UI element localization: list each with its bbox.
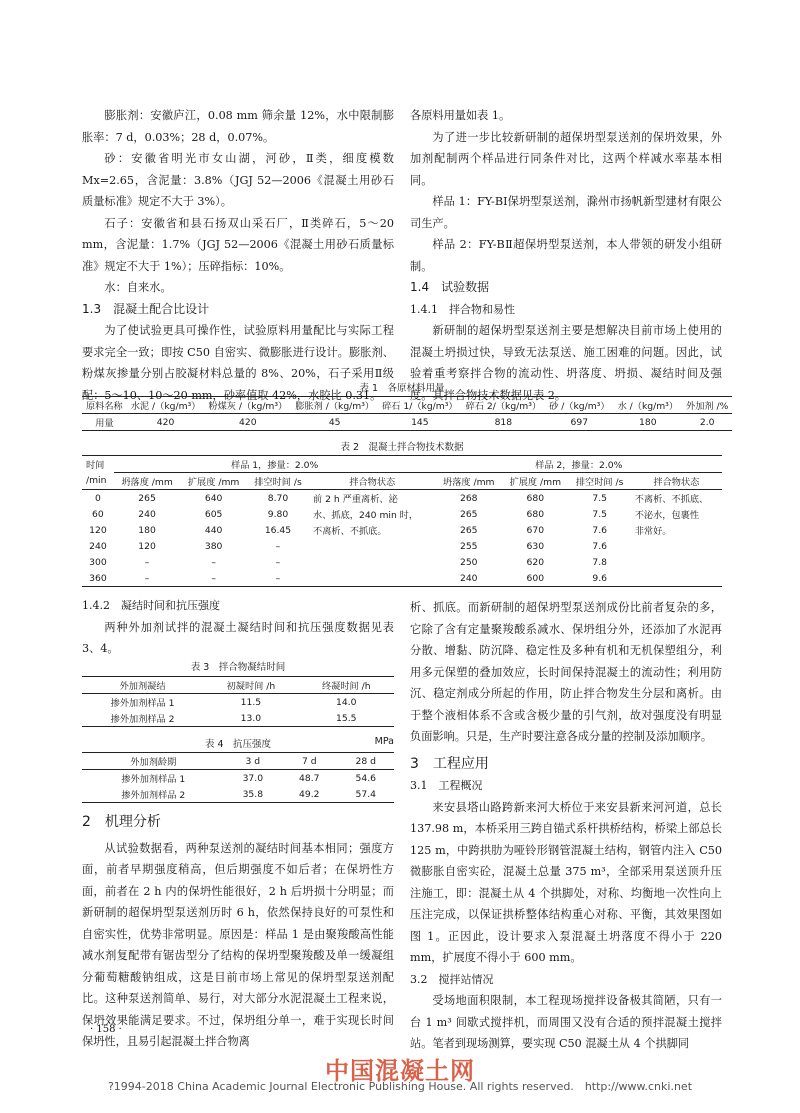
table3: [82, 676, 394, 727]
table2-cell: –: [211, 556, 216, 568]
table1-header-cell: 水 /（kg/m³）: [617, 401, 679, 412]
section-2-para: 从试验数据看，两种泵送剂的凝结时间基本相同；强度方面，前者早期强度稍高，但后期强度不如后者；在保坍性方面，前者在 2 h 内的保坍性能很好，2 h 后坍损十分明显；而新研制的超保坍型泵送剂历时 6 h，依然保持良好的可泵性和自密实性，优势非常明显。原因是：样品 1 是由聚羧酸高性能减水剂复配带有锯齿型分了结构的保坍型聚羧酸及单一缓凝组分葡萄糖酸钠组成，这是目前市场上常见的保坍型泵送剂配比。这种泵送剂简单、易行，对大部分水泥混凝土工程来说，保坍效果能满足要求。不过，保坍组分单一，难于实现长时间保坍性，且易引起混凝土拌合物离: [82, 841, 394, 1048]
table4-cell: 54.6: [355, 772, 376, 784]
section-3-title: 3 工程应用: [410, 755, 489, 772]
table2-cell: 680: [526, 508, 545, 520]
table2-cell: –: [275, 540, 281, 552]
table2-cell: 268: [459, 492, 478, 504]
table2-sample2-header: 样品 2，掺量：2.0%: [435, 456, 722, 473]
table2-caption: 表 2 混凝土拌合物技术数据: [340, 442, 464, 453]
table4-cell: 掺外加剂样品 2: [121, 790, 186, 801]
para-compare: 为了进一步比较新研制的超保坍型泵送剂的保坍效果，外加剂配制两个样品进行同条件对比，这两个样减水率基本相同。: [410, 130, 722, 187]
table3-header-cell: 终凝时间 /h: [321, 681, 371, 692]
table4-cell: 35.8: [242, 788, 264, 800]
para-stone: 石子：安徽省和县石扬双山采石厂，Ⅱ类碎石，5～20 mm，含泥量：1.7%（JGJ 52—2006《混凝土用砂石质量标准》规定不大于 1%）；压碎指标：10%。: [82, 216, 394, 273]
table2-sample1-header: 样品 1，掺量：2.0%: [114, 456, 436, 473]
table3-cell: 15.5: [336, 712, 357, 724]
table2-cell: –: [275, 572, 281, 584]
table2-min-header: /min: [86, 475, 107, 487]
table2-cell: 680: [526, 492, 545, 504]
table2: [82, 455, 722, 587]
table2-cell: 640: [204, 492, 223, 504]
table2-cell: 670: [526, 524, 545, 536]
table3-cell: 14.0: [336, 696, 357, 708]
section-3-1-para: 来安县塔山路跨新来河大桥位于来安县新来河河道，总长 137.98 m，本桥采用三跨自锚式系杆拱桥结构，桥梁上部总长 125 m，中跨拱肋为哑铃形钢管混凝土结构，钢管内注入 C50 微膨胀自密实砼，混凝土总量 375 m³，全部采用泵送顶升压注施工，即：混凝土从 4 个拱脚处，对称、均衡地一次性向上压注完成，以保证拱桥整体结构重心对称、平衡，其效果图如图 1。正因此，设计要求入泵混凝土坍落度不得小于 220 mm，扩展度不得小于 600 mm。: [410, 800, 722, 964]
table2-state2-line: 不泌水，包裹性: [634, 510, 700, 521]
table4-cell: 37.0: [242, 772, 264, 784]
watermark-logo: 中国混凝土网: [325, 1057, 475, 1085]
table2-cell: 600: [526, 572, 545, 584]
table2-cell: 120: [89, 524, 107, 536]
table1-cell: 420: [239, 416, 257, 428]
table1-header-cell: 膨胀剂 /（kg/m³）: [295, 401, 375, 412]
para-expansion-agent: 膨胀剂：安徽庐江，0.08 mm 筛余量 12%，水中限制膨胀率：7 d，0.03%；28 d，0.07%。: [82, 109, 394, 144]
table1-header-cell: 碎石 2/（kg/m³）: [465, 401, 542, 412]
table4-header-cell: 3 d: [245, 755, 261, 767]
table2-cell: 120: [138, 540, 156, 552]
section-1-3-para: 为了使试验更具可操作性，试验原料用量配比与实际工程要求完全一致；即按 C50 自密实、微膨胀进行设计。膨胀剂、粉煤灰掺量分别占胶凝材料总量的 8%、20%，石子采用Ⅱ级配：5～10、10～20 mm，砂率值取 42%，水胶比 0.31。: [82, 324, 394, 402]
table2-cell: –: [275, 556, 281, 568]
table1-header-cell: 砂 /（kg/m³）: [549, 401, 610, 412]
table2-cell: 620: [526, 556, 545, 568]
table1: [82, 396, 732, 431]
table2-cell: 240: [459, 572, 478, 584]
table2-cell: 9.80: [267, 508, 289, 520]
table2-cell: 265: [459, 508, 478, 520]
para-sand: 砂：安徽省明光市女山湖，河砂，Ⅱ类，细度模数 Mx=2.65，含泥量：3.8%（JGJ 52—2006《混凝土用砂石质量标准》规定不大于 3%）。: [82, 152, 394, 208]
table1-cell: 180: [639, 416, 657, 428]
table3-cell: 11.5: [240, 696, 262, 708]
table1-cell: 420: [156, 416, 175, 428]
para-table1-ref: 各原料用量如表 1。: [410, 109, 511, 122]
para-sample1: 样品 1：FY-BⅠ保坍型泵送剂，滁州市扬帆新型建材有限公司生产。: [410, 195, 722, 230]
section-1-4-title: 1.4 试验数据: [410, 280, 490, 294]
table4-caption: 表 4 抗压强度: [204, 739, 272, 750]
table2-cell: 180: [138, 524, 156, 536]
table1-header-cell: 碎石 1/（kg/m³）: [382, 401, 458, 412]
table3-cell: 掺外加剂样品 1: [110, 698, 175, 709]
table3-caption: 表 3 拌合物凝结时间: [190, 662, 286, 673]
table3-header-cell: 外加剂凝结: [119, 681, 166, 692]
table2-cell: 605: [204, 508, 223, 520]
table4-cell: 48.7: [299, 772, 320, 784]
table2-cell: 360: [89, 572, 107, 584]
section-3-1-title: 3.1 工程概况: [410, 779, 483, 792]
table1-cell: 697: [570, 416, 589, 428]
section-1-4-1-title: 1.4.1 拌合物和易性: [410, 302, 515, 316]
table2-cell: 380: [204, 540, 223, 552]
table2-cell: 265: [459, 524, 478, 536]
table2-sub-header: 拌合物状态: [653, 477, 700, 488]
left-column-bottom: [82, 595, 394, 660]
table4-header-cell: 7 d: [301, 755, 317, 767]
para-water: 水：自来水。: [104, 281, 172, 294]
table2-sub-header: 排空时间 /s: [575, 477, 624, 488]
section-2: [82, 812, 394, 1053]
section-1-4-2-title: 1.4.2 凝结时间和抗压强度: [82, 599, 220, 612]
table2-cell: 7.8: [592, 556, 607, 568]
table1-cell: 2.0: [699, 416, 715, 428]
table2-state2-line: 非常好。: [634, 526, 672, 537]
table2-cell: –: [144, 572, 150, 584]
table2-cell: 7.5: [592, 508, 607, 520]
table2-state1-line: 水、抓底，240 min 时，: [313, 510, 419, 521]
section-3-2-para: 受场地面积限制，本工程现场搅拌设备极其简陋，只有一台 1 m³ 间歇式搅拌机，而周围又没有合适的预拌混凝土搅拌站。笔者到现场测算，要实现 C50 混凝土从 4 个拱脚同: [410, 994, 722, 1050]
right-column-bottom: [410, 597, 722, 1055]
table2-sub-header: 排空时间 /s: [254, 477, 302, 488]
table2-cell: 255: [459, 540, 478, 552]
table2-cell: 240: [138, 508, 156, 520]
table4: [82, 752, 394, 803]
table2-cell: 16.45: [264, 524, 292, 536]
table2-cell: –: [211, 572, 216, 584]
table2-cell: 0: [94, 492, 101, 504]
para-sample2: 样品 2：FY-BⅡ超保坍型泵送剂，本人带领的研发小组研制。: [410, 238, 722, 273]
table1-cell: 用量: [95, 418, 114, 429]
table2-cell: 240: [89, 540, 107, 552]
table1-header-cell: 水泥 /（kg/m³）: [130, 401, 201, 412]
table2-cell: 60: [92, 508, 104, 520]
table3-cell: 掺外加剂样品 2: [110, 714, 175, 725]
table2-cell: –: [144, 556, 150, 568]
section-1-4-1-para: 新研制的超保坍型泵送剂主要是想解决目前市场上使用的混凝土坍损过快，导致无法泵送、施工困难的问题。因此，试验着重考察拌合物的流动性、坍落度、坍损、凝结时间及强度。其拌合物技术数据见表 2。: [410, 324, 722, 402]
table2-cell: 8.70: [267, 492, 289, 504]
table2-cell: 265: [138, 492, 156, 504]
table4-cell: 49.2: [299, 788, 320, 800]
table1-cell: 818: [494, 416, 513, 428]
table2-state2-line: 不离析、不抓底、: [634, 494, 709, 505]
table2-sub-header: 坍落度 /mm: [443, 477, 495, 488]
table2-cell: 7.5: [592, 492, 607, 504]
table2-sub-header: 坍落度 /mm: [121, 477, 173, 488]
table2-state1-line: 前 2 h 严重离析、泌: [313, 494, 398, 505]
section-2-title: 2 机理分析: [82, 814, 161, 830]
table2-sub-header: 扩展度 /mm: [509, 477, 562, 488]
table4-header-cell: 外加剂龄期: [130, 757, 177, 768]
table1-header-cell: 粉煤灰 /（kg/m³）: [208, 401, 288, 412]
table4-cell: 掺外加剂样品 1: [121, 774, 186, 785]
section-3-2-title: 3.2 搅拌站情况: [410, 972, 494, 986]
table4-header-cell: 28 d: [355, 755, 376, 767]
table1-cell: 45: [328, 416, 341, 428]
table2-cell: 7.6: [592, 540, 607, 552]
table2-cell: 9.6: [592, 572, 607, 584]
table2-cell: 300: [89, 556, 107, 568]
table2-state1-line: 不离析、不抓底。: [313, 526, 387, 537]
para-mechanism-cont: 析、抓底。而新研制的超保坍型泵送剂成份比前者复杂的多，它除了含有定量聚羧酸系减水、保坍组分外，还添加了水泥再分散、增黏、防沉降、稳定性及多种有机和无机保塑组分，利用多元保塑的叠加效应，长时间保持混凝土的流动性；利用防沉、稳定剂成分所起的作用，防止拌合物发生分层和离析。由于整个液相体系不含或含极少量的引气剂，故对强度没有明显负面影响。只是，生产时要注意各成分量的控制及添加顺序。: [410, 601, 722, 743]
right-column-top: [410, 105, 722, 406]
table1-header-cell: 原料名称: [86, 401, 123, 412]
section-1-3-title: 1.3 混凝土配合比设计: [82, 301, 210, 316]
left-column-top: [82, 105, 394, 406]
table2-cell: 7.6: [592, 524, 607, 536]
table2-sub-header: 扩展度 /mm: [187, 477, 240, 488]
table3-cell: 13.0: [240, 712, 262, 724]
table1-caption: 表 1 各原材料用量: [359, 383, 445, 394]
section-1-4-2-para: 两种外加剂试拌的混凝土凝结时间和抗压强度数据见表 3、4。: [82, 620, 394, 655]
table2-cell: 440: [204, 524, 223, 536]
table1-header-cell: 外加剂 /%: [686, 401, 729, 412]
table2-sub-header: 拌合物状态: [349, 477, 396, 488]
table2-time-header: 时间: [86, 460, 105, 472]
table2-cell: 250: [459, 556, 478, 568]
table3-header-cell: 初凝时间 /h: [226, 681, 276, 692]
copyright-line: ?1994-2018 China Academic Journal Electronic Publishing House. All rights reserved. http://www.cnki.net: [107, 1080, 693, 1093]
page-number: · 158 ·: [90, 1024, 122, 1035]
table4-unit: MPa: [374, 736, 394, 747]
table1-cell: 145: [411, 416, 429, 428]
table2-cell: 630: [526, 540, 545, 552]
table4-cell: 57.4: [355, 788, 376, 800]
